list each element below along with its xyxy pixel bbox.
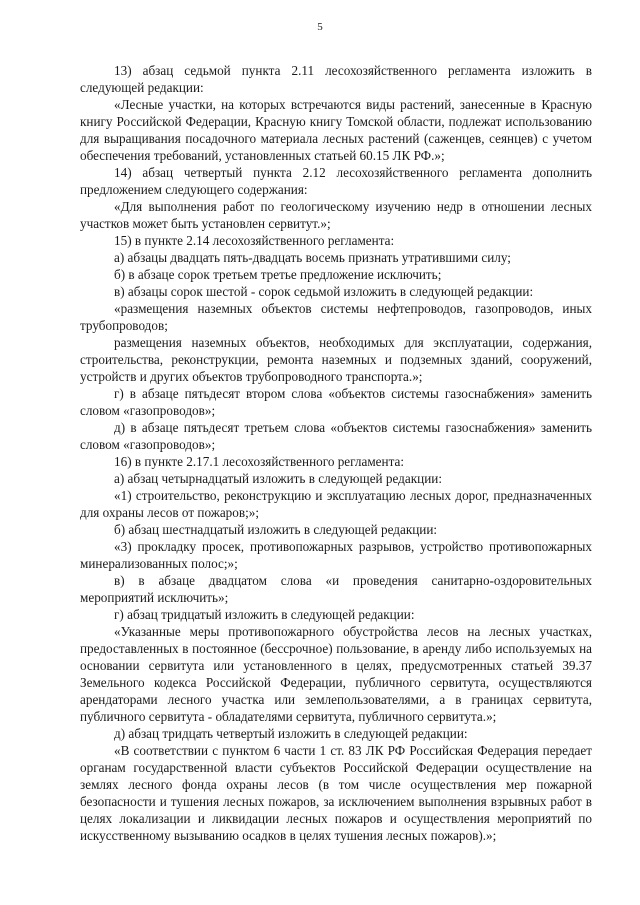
subitem: в) абзацы сорок шестой - сорок седьмой изложить в следующей редакции: (114, 284, 534, 299)
subitem: б) абзац шестнадцатый изложить в следующей редакции: (114, 522, 438, 537)
subitem: б) в абзаце сорок третьем третье предложение исключить; (114, 267, 442, 282)
paragraph-13-item: 13) абзац седьмой пункта 2.11 лесохозяйственного регламента изложить в следующей редакции: (80, 63, 592, 95)
document-body (80, 62, 592, 844)
subitem: д) абзац тридцать четвертый изложить в следующей редакции: (114, 726, 468, 741)
subitem: д) в абзаце пятьдесят третьем слова «объектов системы газоснабжения» заменить словом «газопроводов»; (80, 420, 592, 452)
quoted-text: «Указанные меры противопожарного обустройства лесов на лесных участках, предоставленных в постоянное (бессрочное) пользование, в аренду либо используемых на основании сервитута или установленного в целях, предусмотренных статьей 39.37 Земельного кодекса Российской Федерации, публичного сервитута, осуществляются арендаторами лесного участка или землепользователями, а в границах сервитута, публичного сервитута - обладателями сервитута, публичного сервитута.»; (80, 624, 592, 724)
paragraph-16-item: 16) в пункте 2.17.1 лесохозяйственного регламента: (114, 454, 405, 469)
quoted-text: «Лесные участки, на которых встречаются виды растений, занесенные в Красную книгу Российской Федерации, Красную книгу Томской области, подлежат использованию для выращивания посадочного материала лесных растений (саженцев, сеянцев) с учетом обеспечения требований, установленных статьей 60.15 ЛК РФ.»; (80, 97, 592, 163)
subitem: г) абзац тридцатый изложить в следующей редакции: (114, 607, 415, 622)
quoted-text: размещения наземных объектов, необходимых для эксплуатации, содержания, строительства, реконструкции, ремонта наземных и подземных зданий, сооружений, устройств и других объектов трубопроводного транспорта.»; (80, 335, 592, 384)
quoted-text: «Для выполнения работ по геологическому изучению недр в отношении лесных участков может быть установлен сервитут.»; (80, 199, 592, 231)
subitem: в) в абзаце двадцатом слова «и проведения санитарно-оздоровительных мероприятий исключить»; (80, 573, 592, 605)
paragraph-14-item: 14) абзац четвертый пункта 2.12 лесохозяйственного регламента дополнить предложением следующего содержания: (80, 165, 592, 197)
page-number: 5 (317, 21, 323, 33)
paragraph-15-item: 15) в пункте 2.14 лесохозяйственного регламента: (114, 233, 395, 248)
quoted-text: «В соответствии с пунктом 6 части 1 ст. 83 ЛК РФ Российская Федерация передает органам государственной власти субъектов Российской Федерации осуществление на землях лесного фонда охраны лесов (в том числе осуществления мер пожарной безопасности и тушения лесных пожаров, за исключением выполнения взрывных работ в целях локализации и ликвидации лесных пожаров и осуществления мероприятий по искусственному вызыванию осадков в целях тушения лесных пожаров).»; (80, 743, 592, 843)
quoted-text: «размещения наземных объектов системы нефтепроводов, газопроводов, иных трубопроводов; (80, 301, 592, 333)
subitem: г) в абзаце пятьдесят втором слова «объектов системы газоснабжения» заменить словом «газопроводов»; (80, 386, 592, 418)
subitem: а) абзацы двадцать пять-двадцать восемь признать утратившими силу; (114, 250, 511, 265)
quoted-text: «1) строительство, реконструкцию и эксплуатацию лесных дорог, предназначенных для охраны лесов от пожаров;»; (80, 488, 592, 520)
subitem: а) абзац четырнадцатый изложить в следующей редакции: (114, 471, 442, 486)
quoted-text: «3) прокладку просек, противопожарных разрывов, устройство противопожарных минерализованных полос;»; (80, 539, 592, 571)
